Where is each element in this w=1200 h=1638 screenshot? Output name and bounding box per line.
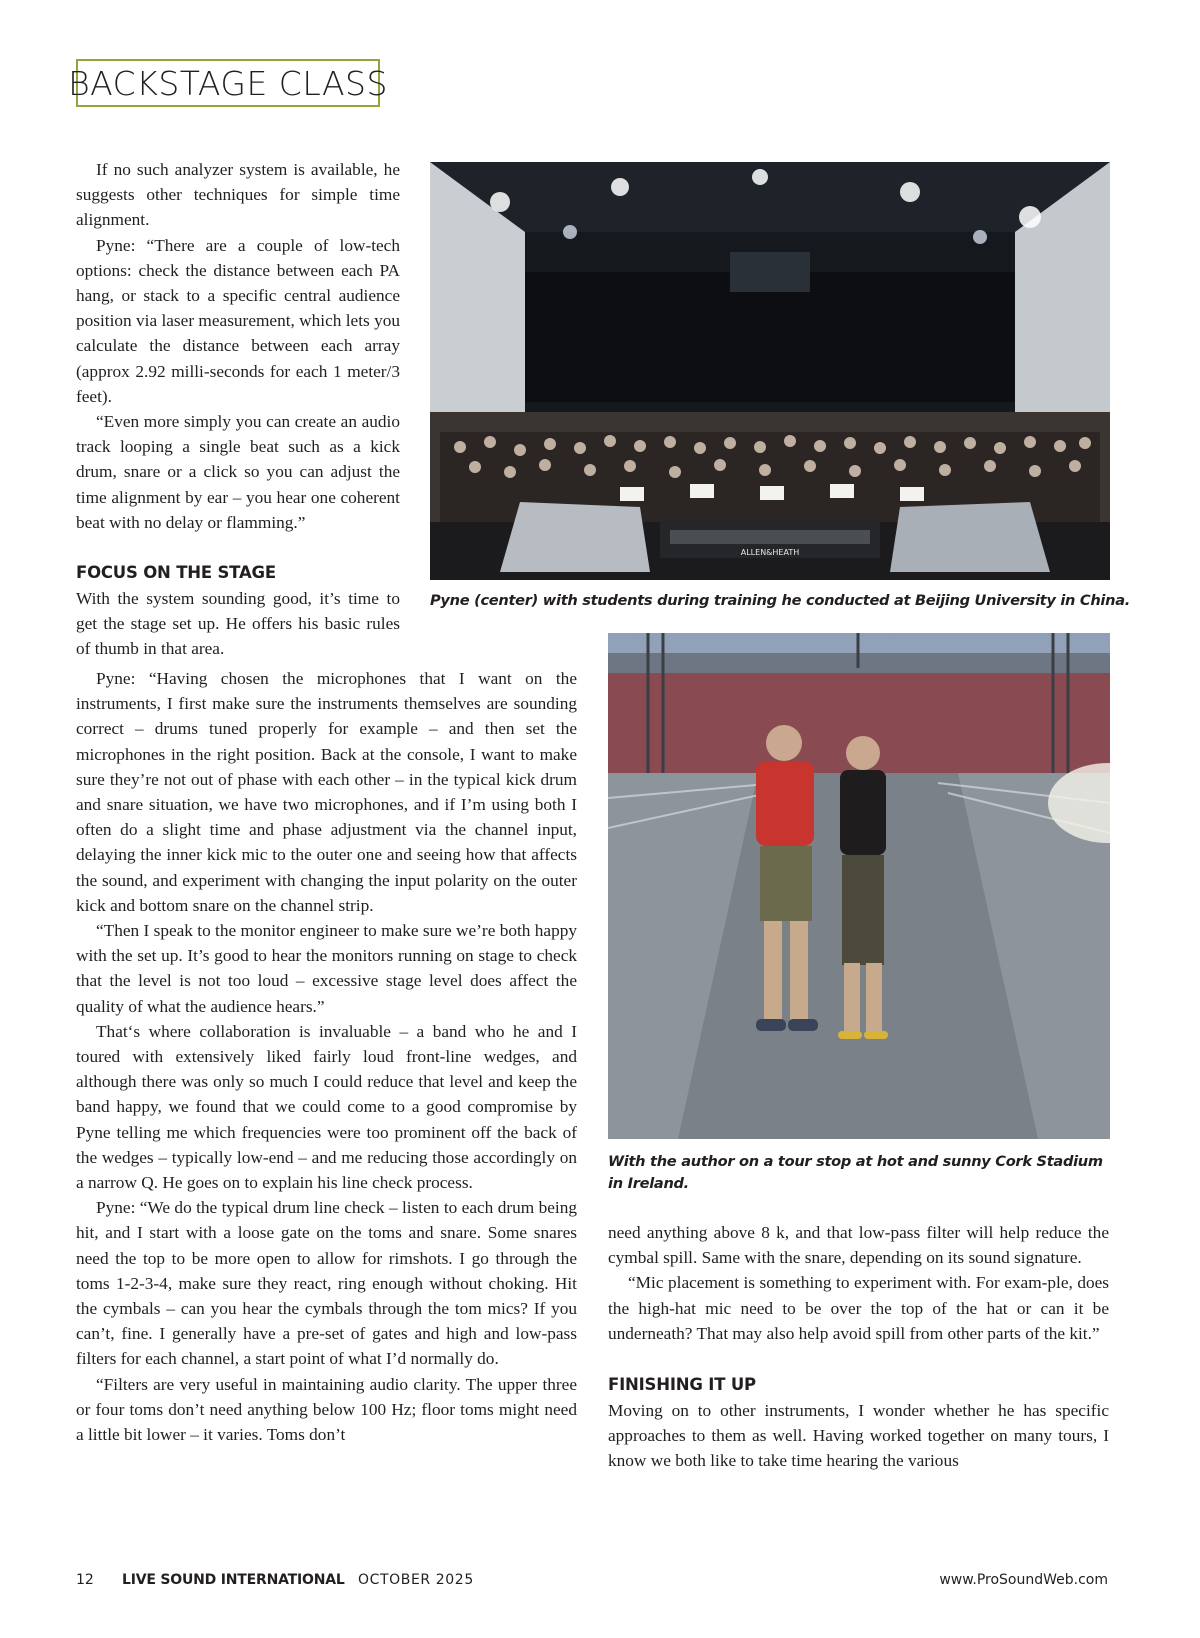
section-title: BACKSTAGE CLASS (68, 63, 388, 103)
column-right-bottom (608, 1220, 1109, 1474)
section-heading-finishing: FINISHING IT UP (608, 1375, 756, 1395)
page-number: 12 (76, 1572, 94, 1588)
paragraph: That‘s where collaboration is invaluable – a band who he and I toured with extensively liked fairly loud front-line wedges, and although there was only so much I could reduce that level and keep the band happy, we found that we could come to a good compromise by Pyne telling me which frequencies were too prominent off the back of the wedges – typically low-end – and me reducing those accordingly on a narrow Q. He goes on to explain his line check process. (76, 1021, 577, 1193)
paragraph: “Mic placement is something to experiment with. For exam-ple, does the high-hat mic need to be over the top of the hat or can it be underneath? That may also help avoid spill from other parts of the kit.” (608, 1273, 1109, 1343)
section-header (68, 59, 388, 107)
photo-caption-beijing: Pyne (center) with students during training he conducted at Beijing University in China. (430, 592, 1130, 609)
paragraph: “Even more simply you can create an audio track looping a single beat such as a kick drum, snare or a click so you can adjust the time alignment by ear – you hear one coherent beat with no delay or flamming.” (76, 412, 400, 532)
website-link[interactable]: www.ProSoundWeb.com (939, 1572, 1108, 1588)
section-heading-focus: FOCUS ON THE STAGE (76, 563, 276, 583)
photo-beijing-training (430, 162, 1110, 580)
paragraph: “Filters are very useful in maintaining audio clarity. The upper three or four toms don’t need anything below 100 Hz; floor toms might need a little bit lower – it varies. Toms don’t (76, 1374, 577, 1445)
column-left-main (76, 666, 577, 1447)
paragraph: Pyne: “We do the typical drum line check – listen to each drum being hit, and I start with a loose gate on the toms and snare. Some snares need the top to be more open to allow for rimshots. I go through the toms 1-2-3-4, make sure they react, ring enough without choking. Hit the cymbals – can you hear the cymbals through the tom mics? If you can’t, fine. I generally have a pre-set of gates and high and low-pass filters for each channel, a start point of what I’d normally do. (76, 1198, 577, 1369)
paragraph: need anything above 8 k, and that low-pass filter will help reduce the cymbal spill. Same with the snare, depending on its sound signature. (608, 1223, 1109, 1268)
paragraph: Pyne: “There are a couple of low-tech options: check the distance between each PA hang, or stack to a specific central audience position via laser measurement, which lets you calculate the distance between each array (approx 2.92 milli-seconds for each 1 meter/3 feet). (76, 235, 400, 406)
column-left-top (76, 157, 400, 662)
paragraph: “Then I speak to the monitor engineer to make sure we’re both happy with the set up. It’s good to hear the monitors running on stage to check that the level is not too loud – excessive stage level does affect the quality of what the audience hears.” (76, 921, 577, 1016)
paragraph: With the system sounding good, it’s time to get the stage set up. He offers his basic rules of thumb in that area. (76, 589, 400, 659)
issue-date: OCTOBER 2025 (358, 1572, 474, 1588)
paragraph: Pyne: “Having chosen the microphones that I want on the instruments, I first make sure the instruments themselves are sounding correct – drums tuned properly for example – and then set the microphones in the right position. Back at the console, I want to make sure they’re not out of phase with each other – in the typical kick drum and snare situation, we have two microphones, and if I’m using both I often do a slight time and phase adjustment via the channel input, delaying the inner kick mic to the outer one and seeing how that affects the sound, and experiment with changing the input polarity on the outer kick and bottom snare on the channel strip. (76, 669, 577, 915)
photo-caption-cork: With the author on a tour stop at hot and sunny Cork Stadium in Ireland. (608, 1153, 1103, 1192)
paragraph: If no such analyzer system is available, he suggests other techniques for simple time alignment. (76, 160, 400, 230)
magazine-name: LIVE SOUND INTERNATIONAL (122, 1572, 345, 1588)
paragraph: Moving on to other instruments, I wonder whether he has specific approaches to them as well. Having worked together on many tours, I know we both like to take time hearing the various (608, 1401, 1109, 1471)
photo-cork-stadium (608, 633, 1110, 1139)
console-brand-label: ALLEN&HEATH (740, 548, 800, 557)
